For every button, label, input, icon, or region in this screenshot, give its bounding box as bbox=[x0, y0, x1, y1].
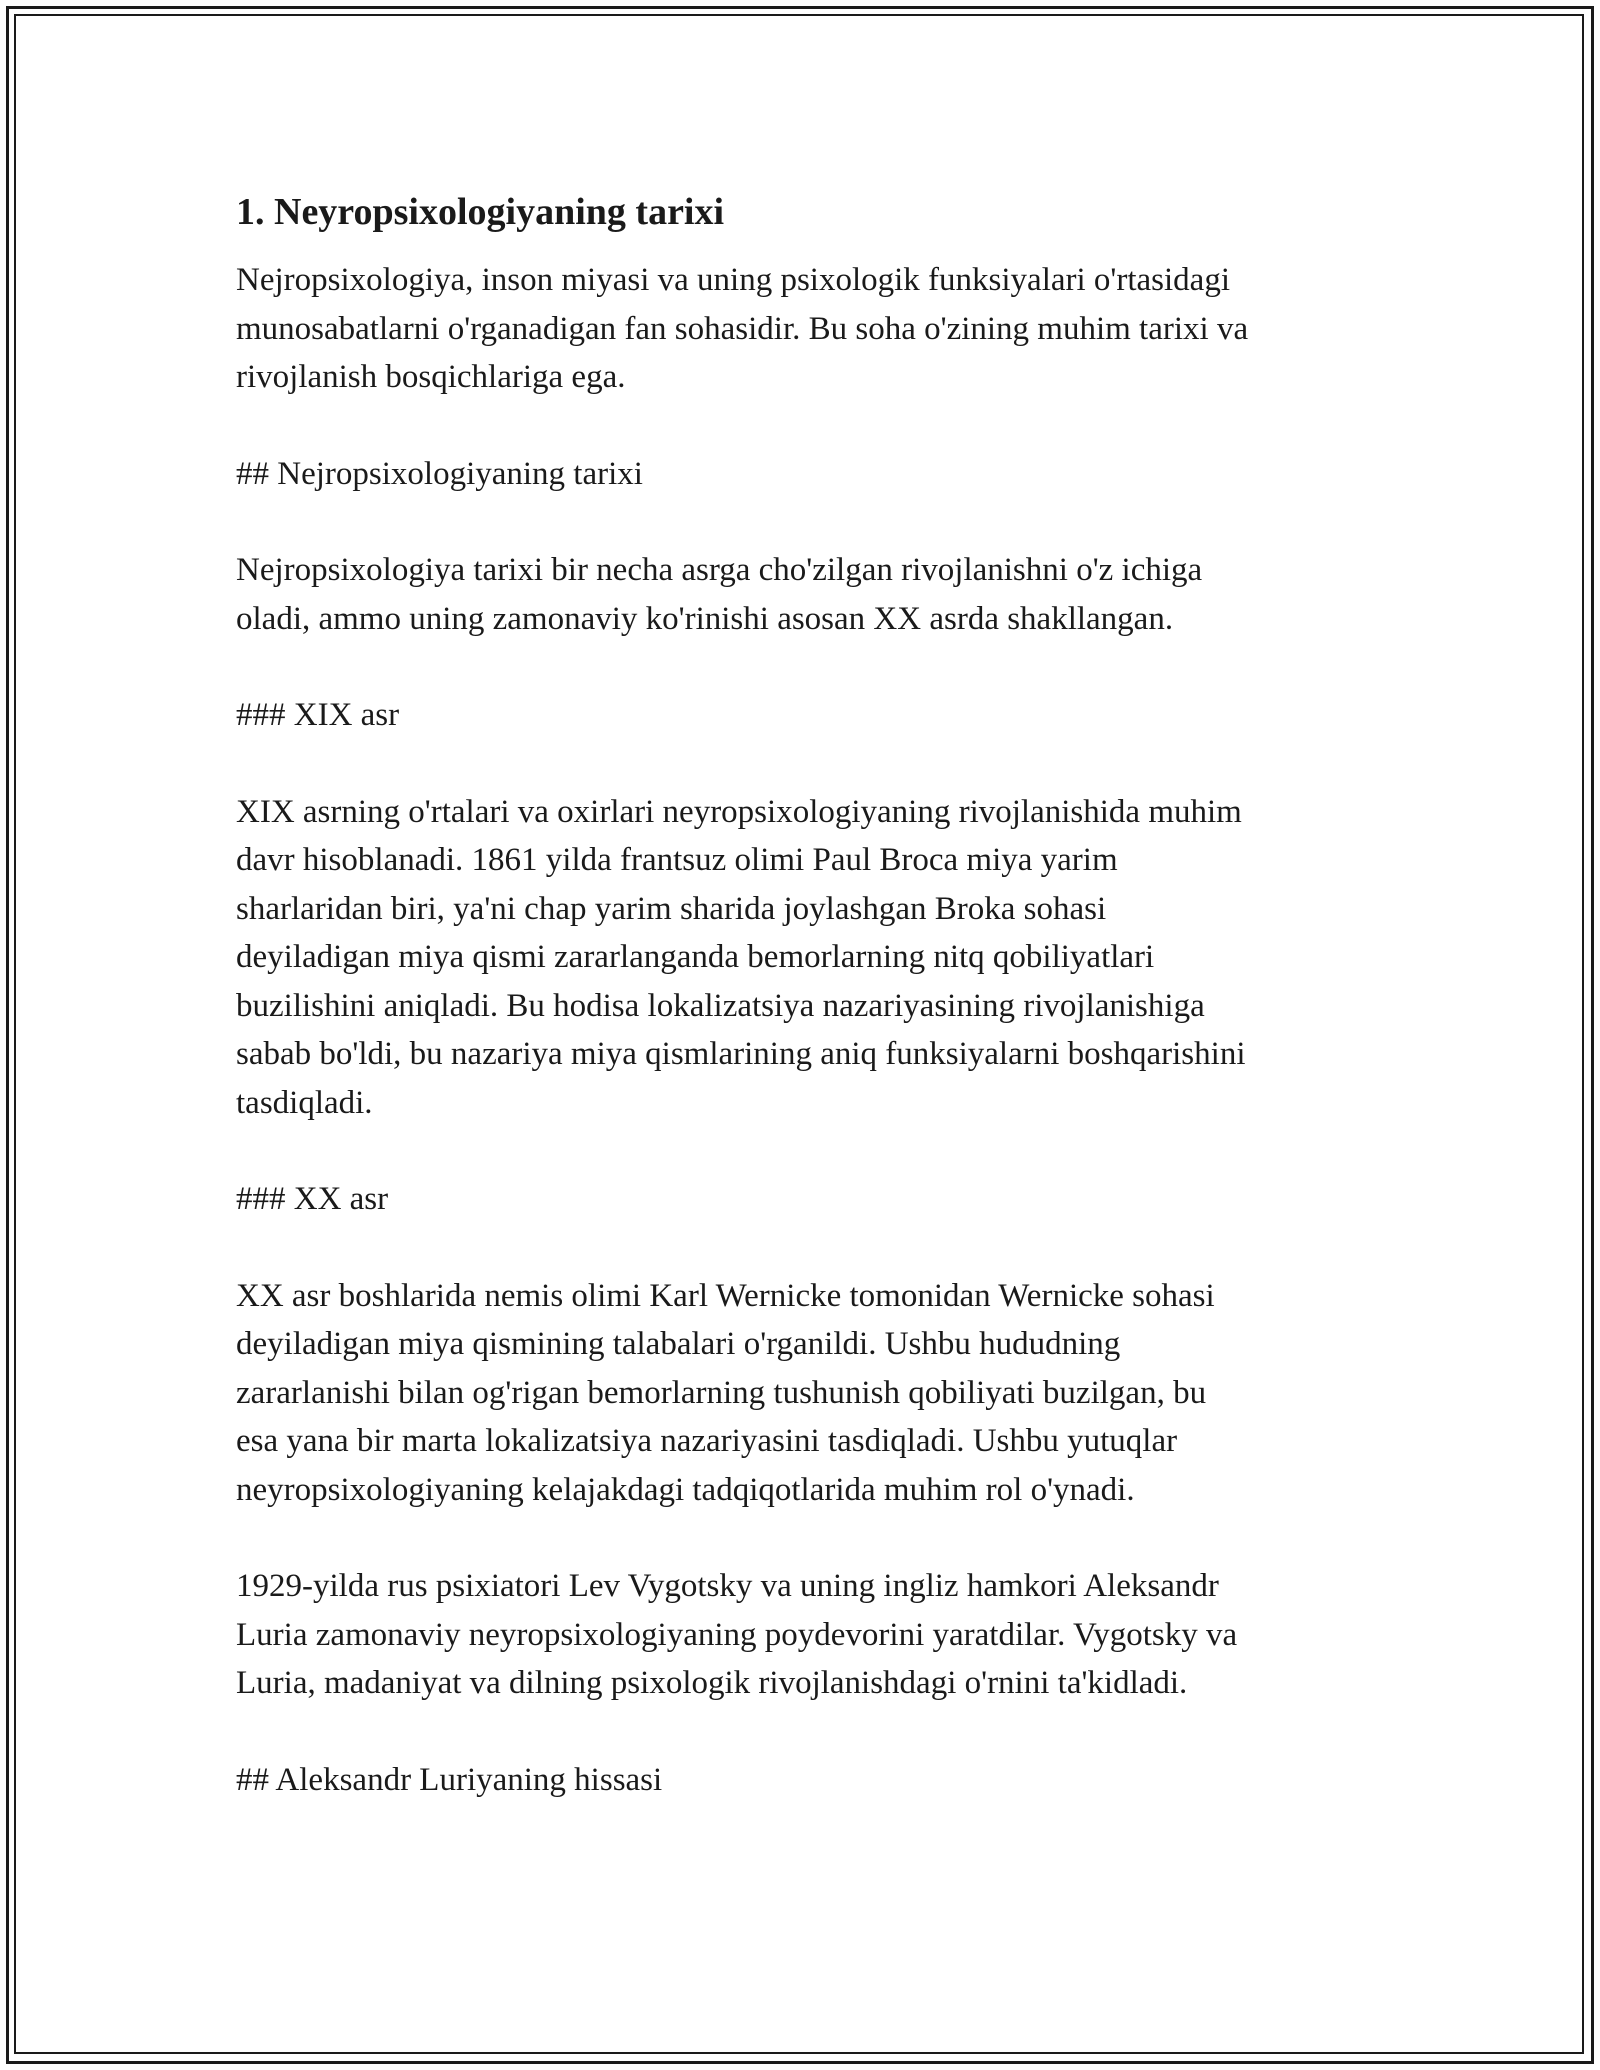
text-line: buzilishini aniqladi. Bu hodisa lokalizatsiya nazariyasining rivojlanishiga bbox=[236, 987, 1205, 1024]
text-line: deyiladigan miya qismining talabalari o'rganildi. Ushbu hududning bbox=[236, 1326, 1121, 1362]
text-line: oladi, ammo uning zamonaviy ko'rinishi asosan XX asrda shakllangan. bbox=[236, 600, 1174, 637]
text-line: munosabatlarni o'rganadigan fan sohasidir. Bu soha o'zining muhim tarixi va bbox=[236, 310, 1249, 347]
text-line: sharlaridan biri, ya'ni chap yarim sharida joylashgan Broka sohasi bbox=[236, 890, 1107, 927]
text-line: tasdiqladi. bbox=[236, 1084, 373, 1121]
paragraph-intro bbox=[236, 256, 1376, 402]
paragraph-history bbox=[236, 546, 1376, 643]
text-line: Nejropsixologiya tarixi bir necha asrga cho'zilgan rivojlanishni o'z ichiga bbox=[236, 552, 1203, 588]
section-heading-xx: ### XX asr bbox=[236, 1181, 389, 1217]
text-line: Luria, madaniyat va dilning psixologik rivojlanishdagi o'rnini ta'kidladi. bbox=[236, 1665, 1188, 1701]
text-line: esa yana bir marta lokalizatsiya nazariyasini tasdiqladi. Ushbu yutuqlar bbox=[236, 1423, 1178, 1459]
text-line: rivojlanish bosqichlariga ega. bbox=[236, 359, 626, 395]
paragraph-xix bbox=[236, 788, 1376, 1128]
text-line: XX asr boshlarida nemis olimi Karl Wernicke tomonidan Wernicke sohasi bbox=[236, 1277, 1215, 1314]
paragraph-xx bbox=[236, 1272, 1376, 1515]
section-heading-history: ## Nejropsixologiyaning tarixi bbox=[236, 455, 643, 492]
text-line: 1929-yilda rus psixiatori Lev Vygotsky va uning ingliz hamkori Aleksandr bbox=[236, 1568, 1219, 1604]
document-body bbox=[236, 186, 1376, 1852]
text-line: davr hisoblanadi. 1861 yilda frantsuz olimi Paul Broca miya yarim bbox=[236, 842, 1118, 878]
text-line: XIX asrning o'rtalari va oxirlari neyropsixologiyaning rivojlanishida muhim bbox=[236, 793, 1242, 830]
section-heading-xix: ### XIX asr bbox=[236, 697, 400, 733]
text-line: neyropsixologiyaning kelajakdagi tadqiqotlarida muhim rol o'ynadi. bbox=[236, 1471, 1135, 1508]
text-line: Luria zamonaviy neyropsixologiyaning poydevorini yaratdilar. Vygotsky va bbox=[236, 1616, 1238, 1653]
text-line: Nejropsixologiya, inson miyasi va uning psixologik funksiyalari o'rtasidagi bbox=[236, 262, 1230, 298]
section-heading-luria: ## Aleksandr Luriyaning hissasi bbox=[236, 1761, 663, 1798]
text-line: sabab bo'ldi, bu nazariya miya qismlarining aniq funksiyalarni boshqarishini bbox=[236, 1036, 1246, 1072]
text-line: deyiladigan miya qismi zararlanganda bemorlarning nitq qobiliyatlari bbox=[236, 939, 1155, 975]
paragraph-vygotsky-luria bbox=[236, 1562, 1376, 1708]
document-title: 1. Neyropsixologiyaning tarixi bbox=[236, 191, 725, 233]
text-line: zararlanishi bilan og'rigan bemorlarning tushunish qobiliyati buzilgan, bu bbox=[236, 1374, 1207, 1411]
